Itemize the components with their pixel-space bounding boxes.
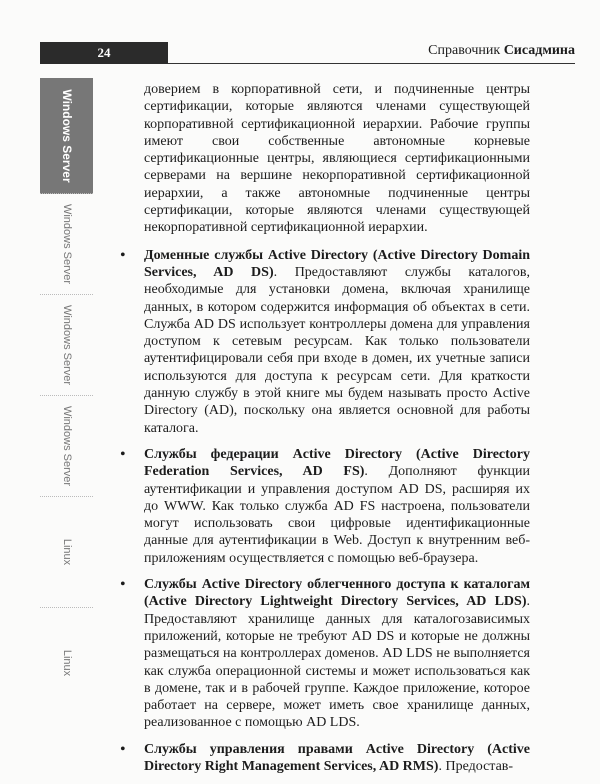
page-header bbox=[40, 42, 575, 64]
list-item bbox=[120, 445, 530, 567]
side-tab-label: Windows Server bbox=[60, 405, 73, 487]
side-tab-windows-server bbox=[40, 396, 93, 497]
side-tab-windows-server-active bbox=[40, 78, 93, 194]
service-description: . Предоставляют хранилище данных для каталогозависимых приложений, которые не требуют AD DS и которые не должны размещаться на контроллерах доменов. AD LDS не выполняется как служба операционной системы и может использоваться как в домене, так и в рабочей группе. Каждое приложение, которое работает на сервере, может иметь свое хранилище данных, реализованное с помощью AD LDS. bbox=[144, 594, 530, 731]
running-title bbox=[428, 43, 575, 59]
side-tab-linux bbox=[40, 608, 93, 718]
side-tab-windows-server bbox=[40, 194, 93, 295]
book-title-bold: Сисадмина bbox=[503, 43, 575, 58]
body-text bbox=[120, 81, 530, 784]
service-term: Доменные службы Active Directory (Active Directory Domain Services, AD DS) bbox=[144, 247, 530, 280]
side-tab-windows-server bbox=[40, 295, 93, 396]
header-rule bbox=[168, 63, 575, 64]
service-term: Службы федерации Active Directory (Active Directory Federation Services, AD FS) bbox=[144, 446, 530, 480]
services-list bbox=[120, 246, 530, 776]
list-item bbox=[120, 576, 530, 732]
side-tab-label: Windows Server bbox=[59, 88, 74, 183]
service-description: . Предостав- bbox=[438, 758, 514, 774]
intro-paragraph: доверием в корпоративной сети, и подчиненные центры сертификации, которые являются членами существующей корпоративной сертификационной иерархии. Рабочие группы имеют свои собственные автономные корневые сертификационные центры, являющиеся сертификационными серверами на вершине некорпоративной сертификационной иерархии, а также автономные подчиненные центры сертификации, которые являются членами существующей некорпоративной сертификационной иерархии. bbox=[144, 82, 530, 236]
bullet-icon: • bbox=[120, 445, 126, 463]
side-tab-label: Linux bbox=[60, 538, 73, 566]
bullet-icon: • bbox=[120, 576, 126, 594]
service-term: Службы управления правами Active Directory (Active Directory Right Management Services, AD RMS) bbox=[144, 741, 530, 774]
side-tab-label: Windows Server bbox=[60, 304, 73, 386]
side-tab-linux bbox=[40, 497, 93, 608]
list-item bbox=[120, 740, 530, 776]
side-tab-label: Linux bbox=[60, 649, 73, 677]
list-item bbox=[120, 246, 530, 437]
service-description: . Предоставляют службы каталогов, необходимые для установки домена, включая хранилище данных, в котором содержится информация об объектах в сети. Служба AD DS использует контроллеры домена для управления доступом к сетевым ресурсам. Как только пользователи аутентифицировали себя при входе в домен, их учетные записи используются для доступа к ресурсам сети. Для краткости данную службу в этой книге мы будем называть просто Active Directory (AD), поскольку она является основной для работы каталога. bbox=[144, 264, 530, 436]
bullet-icon: • bbox=[120, 246, 126, 264]
book-title-prefix: Справочник bbox=[428, 43, 501, 58]
side-tab-label: Windows Server bbox=[60, 203, 73, 285]
page-number: 24 bbox=[40, 42, 168, 64]
service-description: . Дополняют функции аутентификации и управления доступом AD DS, расширяя их до WWW. Как только служба AD FS настроена, пользователи могут использовать свои цифровые идентификационные данные для аутентификации в Web. Доступ к внутренним веб-приложениям осуществляется с помощью веб-браузера. bbox=[144, 464, 530, 566]
chapter-side-tabs bbox=[40, 78, 93, 718]
bullet-icon: • bbox=[120, 740, 126, 758]
service-term: Службы Active Directory облегченного доступа к каталогам (Active Directory Lightweight Directory Services, AD LDS) bbox=[144, 577, 530, 610]
